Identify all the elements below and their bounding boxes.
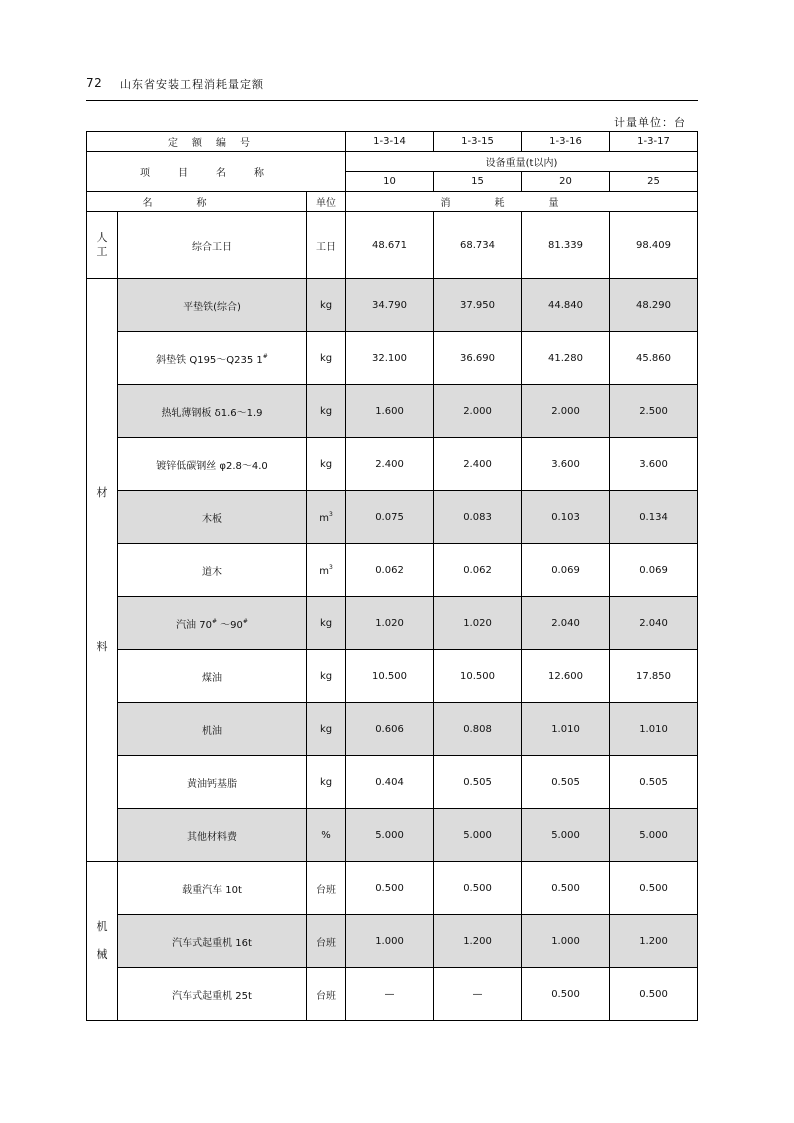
row-value: 0.505 <box>610 756 698 809</box>
row-value: 0.505 <box>522 756 610 809</box>
row-value: 3.600 <box>610 438 698 491</box>
quota-code: 1-3-17 <box>610 132 698 152</box>
row-value: 1.000 <box>346 915 434 968</box>
row-unit: kg <box>307 332 346 385</box>
quota-code-row <box>87 132 698 152</box>
table-row <box>87 650 698 703</box>
row-value: 36.690 <box>434 332 522 385</box>
row-unit: 工日 <box>307 212 346 279</box>
row-value: 0.500 <box>610 862 698 915</box>
table-row <box>87 862 698 915</box>
row-value: 1.200 <box>610 915 698 968</box>
name-col-label: 名称 <box>87 192 307 212</box>
row-unit: kg <box>307 438 346 491</box>
row-name: 汽车式起重机 16t <box>118 915 307 968</box>
weight-group-label: 设备重量(t以内) <box>346 152 698 172</box>
row-value: 2.500 <box>610 385 698 438</box>
row-value: 10.500 <box>346 650 434 703</box>
row-value: 5.000 <box>610 809 698 862</box>
unit-label: 计量单位：台 <box>614 116 686 129</box>
row-value: 0.500 <box>522 968 610 1021</box>
row-value: 0.500 <box>522 862 610 915</box>
row-unit: kg <box>307 385 346 438</box>
row-unit: kg <box>307 279 346 332</box>
table-row <box>87 438 698 491</box>
table-row <box>87 756 698 809</box>
row-value: 0.062 <box>434 544 522 597</box>
row-value: 41.280 <box>522 332 610 385</box>
row-value: 34.790 <box>346 279 434 332</box>
row-value: 2.400 <box>434 438 522 491</box>
table-row <box>87 544 698 597</box>
row-value: — <box>346 968 434 1021</box>
row-name: 热轧薄钢板 δ1.6～1.9 <box>118 385 307 438</box>
row-name: 综合工日 <box>118 212 307 279</box>
quota-table <box>86 131 698 1021</box>
row-value: 0.134 <box>610 491 698 544</box>
row-value: 2.400 <box>346 438 434 491</box>
weight-value: 25 <box>610 172 698 192</box>
row-unit: kg <box>307 597 346 650</box>
row-value: 0.062 <box>346 544 434 597</box>
row-unit: 台班 <box>307 862 346 915</box>
row-value: 37.950 <box>434 279 522 332</box>
row-unit: $m^3$ <box>307 544 346 597</box>
row-value: 2.040 <box>610 597 698 650</box>
row-value: 0.069 <box>610 544 698 597</box>
row-value: 1.010 <box>522 703 610 756</box>
row-value: 81.339 <box>522 212 610 279</box>
row-unit: % <box>307 809 346 862</box>
column-header-row <box>87 192 698 212</box>
page-number: 72 <box>86 76 103 90</box>
table-row <box>87 332 698 385</box>
table-row <box>87 212 698 279</box>
table-row <box>87 703 698 756</box>
row-value: 0.404 <box>346 756 434 809</box>
quota-code: 1-3-15 <box>434 132 522 152</box>
weight-value: 20 <box>522 172 610 192</box>
row-unit: $m^3$ <box>307 491 346 544</box>
row-value: 48.290 <box>610 279 698 332</box>
table-row <box>87 385 698 438</box>
quota-code-label: 定额编号 <box>87 132 346 152</box>
row-value: 0.069 <box>522 544 610 597</box>
unit-col-label: 单位 <box>307 192 346 212</box>
row-value: 98.409 <box>610 212 698 279</box>
row-value: 0.606 <box>346 703 434 756</box>
row-name: 汽车式起重机 25t <box>118 968 307 1021</box>
row-value: 5.000 <box>434 809 522 862</box>
table-row <box>87 809 698 862</box>
row-unit: 台班 <box>307 915 346 968</box>
row-value: 17.850 <box>610 650 698 703</box>
row-name: 煤油 <box>118 650 307 703</box>
row-name: 载重汽车 10t <box>118 862 307 915</box>
quota-code: 1-3-16 <box>522 132 610 152</box>
item-name-label: 项目名称 <box>87 152 346 192</box>
row-name: 木板 <box>118 491 307 544</box>
row-value: 48.671 <box>346 212 434 279</box>
category-material: 材 料 <box>87 279 118 862</box>
row-value: 12.600 <box>522 650 610 703</box>
page-header <box>86 74 698 100</box>
row-name: 镀锌低碳钢丝 φ2.8～4.0 <box>118 438 307 491</box>
header-rule <box>86 100 698 101</box>
row-value: 45.860 <box>610 332 698 385</box>
row-name: 平垫铁(综合) <box>118 279 307 332</box>
row-value: 68.734 <box>434 212 522 279</box>
table-row <box>87 915 698 968</box>
row-value: 0.505 <box>434 756 522 809</box>
row-value: 0.083 <box>434 491 522 544</box>
row-name: 汽油 70# ～90# <box>118 597 307 650</box>
category-labor: 人 工 <box>87 212 118 279</box>
row-value: 2.000 <box>434 385 522 438</box>
table-row <box>87 597 698 650</box>
row-name: 其他材料费 <box>118 809 307 862</box>
table-row <box>87 491 698 544</box>
row-value: 32.100 <box>346 332 434 385</box>
quota-code: 1-3-14 <box>346 132 434 152</box>
category-machinery: 机 械 <box>87 862 118 1021</box>
row-value: 1.020 <box>346 597 434 650</box>
row-value: 0.103 <box>522 491 610 544</box>
row-unit: kg <box>307 703 346 756</box>
row-name: 黄油钙基脂 <box>118 756 307 809</box>
table-row <box>87 968 698 1021</box>
table-row <box>87 279 698 332</box>
row-value: — <box>434 968 522 1021</box>
row-value: 10.500 <box>434 650 522 703</box>
row-value: 5.000 <box>522 809 610 862</box>
row-name: 机油 <box>118 703 307 756</box>
row-unit: kg <box>307 650 346 703</box>
row-value: 1.200 <box>434 915 522 968</box>
weight-value: 10 <box>346 172 434 192</box>
row-value: 0.500 <box>434 862 522 915</box>
row-name: 斜垫铁 Q195～Q235 1# <box>118 332 307 385</box>
row-value: 44.840 <box>522 279 610 332</box>
row-unit: kg <box>307 756 346 809</box>
item-name-row <box>87 152 698 172</box>
row-value: 1.000 <box>522 915 610 968</box>
row-value: 5.000 <box>346 809 434 862</box>
row-value: 1.010 <box>610 703 698 756</box>
row-value: 0.075 <box>346 491 434 544</box>
book-title: 山东省安装工程消耗量定额 <box>120 78 264 91</box>
row-value: 2.040 <box>522 597 610 650</box>
row-value: 3.600 <box>522 438 610 491</box>
weight-value: 15 <box>434 172 522 192</box>
row-unit: 台班 <box>307 968 346 1021</box>
row-value: 2.000 <box>522 385 610 438</box>
row-name: 道木 <box>118 544 307 597</box>
row-value: 0.500 <box>610 968 698 1021</box>
row-value: 1.020 <box>434 597 522 650</box>
row-value: 0.808 <box>434 703 522 756</box>
consumption-label: 消耗量 <box>346 192 698 212</box>
row-value: 1.600 <box>346 385 434 438</box>
row-value: 0.500 <box>346 862 434 915</box>
